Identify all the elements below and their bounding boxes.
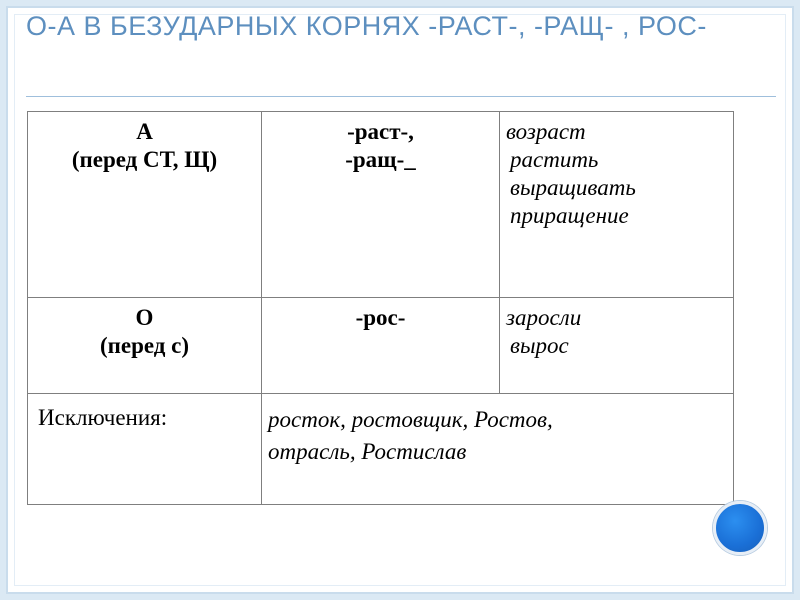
root-ros: -рос-: [355, 305, 406, 330]
exceptions-line-2: отрасль, Ростислав: [268, 439, 467, 464]
title-divider: [26, 96, 776, 97]
spelling-rule-table: [27, 111, 734, 505]
exceptions-words: [262, 394, 734, 505]
root-rasch: -ращ-_: [345, 147, 416, 172]
example-word: выращивать: [510, 175, 636, 200]
letter-o: О: [135, 305, 154, 330]
cell-o-condition: [28, 298, 262, 394]
letter-a: А: [136, 119, 153, 144]
table-row-exceptions: [28, 394, 734, 505]
cell-o-examples: [500, 298, 734, 394]
cell-a-roots: [262, 112, 500, 298]
example-word: возраст: [506, 119, 586, 144]
exceptions-label: Исключения:: [28, 394, 262, 505]
exceptions-line-1: росток, ростовщик, Ростов,: [268, 407, 553, 432]
slide-title: О-А В БЕЗУДАРНЫХ КОРНЯХ -РАСТ-, -РАЩ- , РОС-: [26, 11, 707, 41]
table-row-o: [28, 298, 734, 394]
example-word: заросли: [506, 305, 582, 330]
example-word: растить: [510, 147, 599, 172]
example-word: приращение: [510, 203, 629, 228]
root-rast: -раст-,: [347, 119, 414, 144]
blue-circle-decoration: [713, 501, 767, 555]
condition-o: (перед с): [99, 333, 190, 358]
cell-a-examples: [500, 112, 734, 298]
example-word: вырос: [510, 333, 569, 358]
cell-a-condition: [28, 112, 262, 298]
cell-o-root: [262, 298, 500, 394]
table-row-a: [28, 112, 734, 298]
condition-a: (перед СТ, Щ): [71, 147, 218, 172]
